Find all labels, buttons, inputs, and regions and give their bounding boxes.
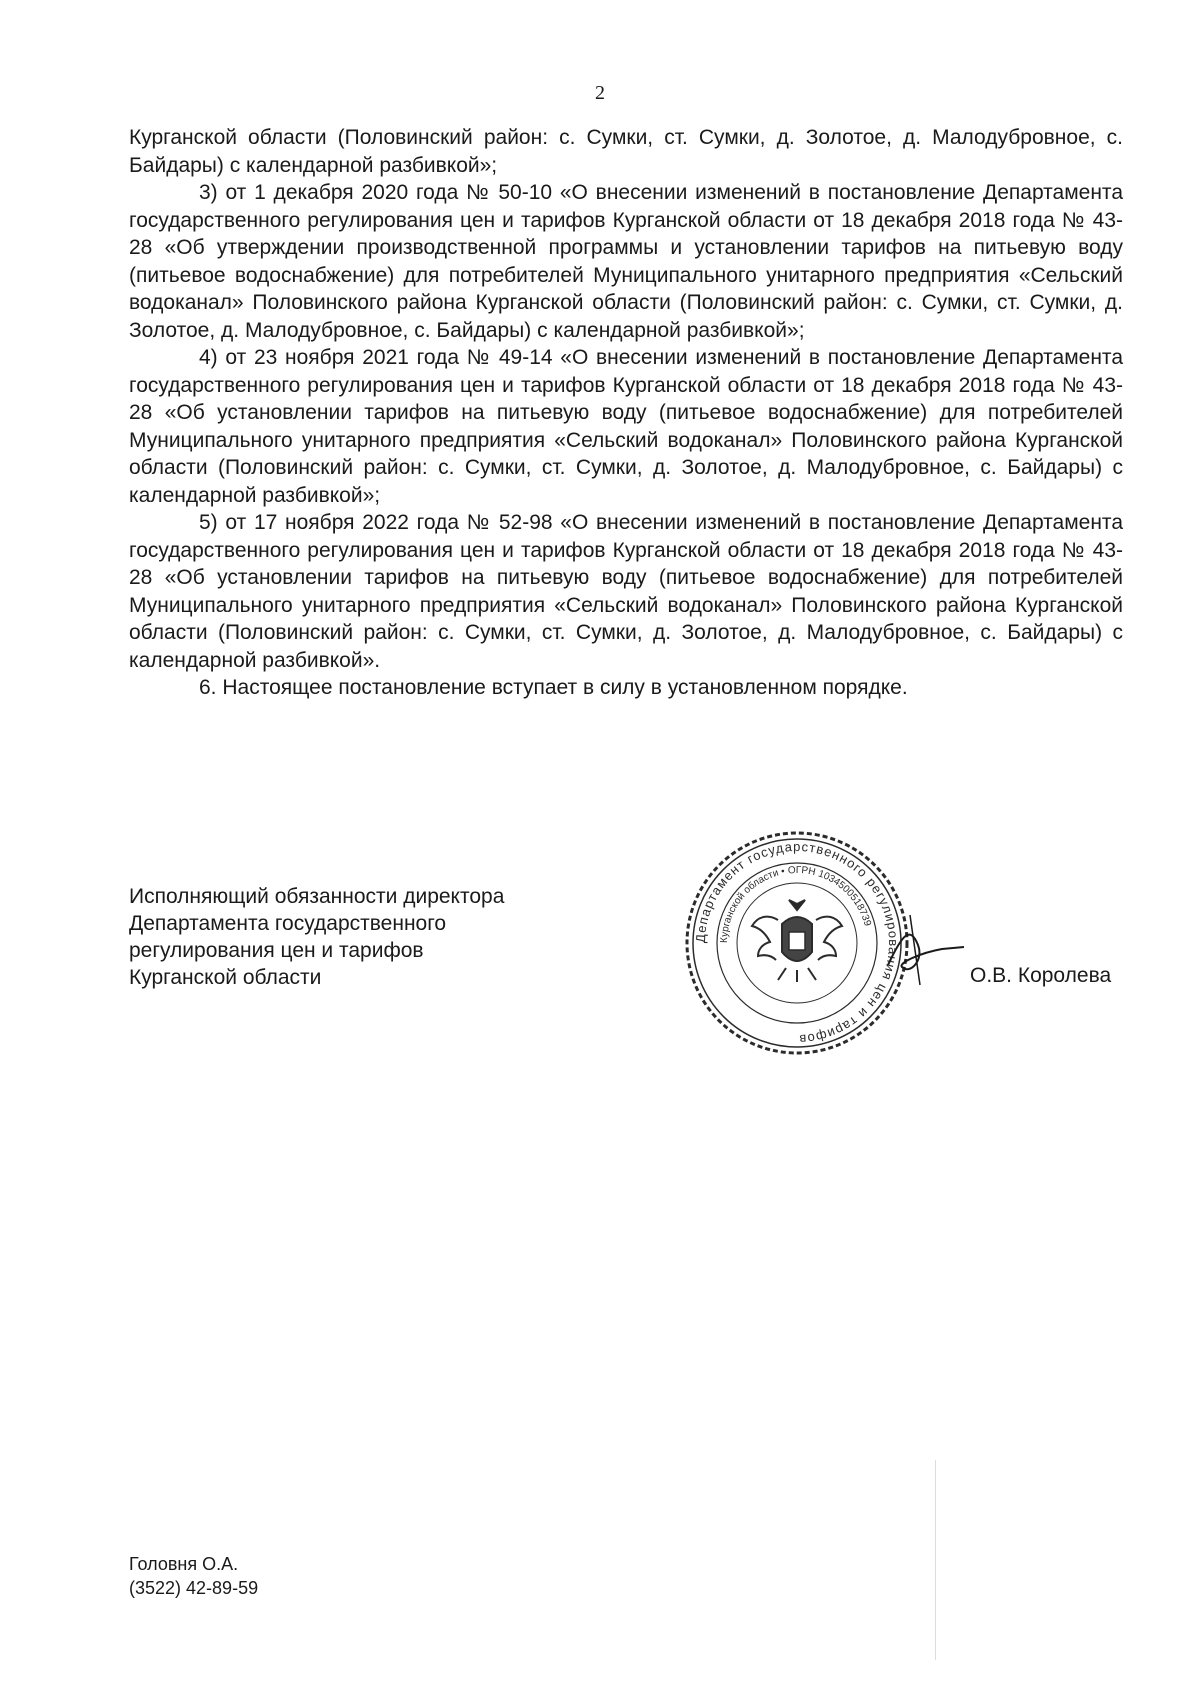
paragraph-item-5: 5) от 17 ноября 2022 года № 52-98 «О внесении изменений в постановление Департамента государственного регулирования цен и тарифов Курганской области от 18 декабря 2018 года № 43-28 «Об установлении тарифов на питьевую воду (питьевое водоснабжение) для потребителей Муниципального унитарного предприятия «Сельский водоканал» Половинского района Курганской области (Половинский район: с. Сумки, ст. Сумки, д. Золотое, д. Малодубровное, с. Байдары) с календарной разбивкой». xyxy=(129,511,1123,672)
official-seal xyxy=(682,828,912,1058)
paragraph-item-4: 4) от 23 ноября 2021 года № 49-14 «О внесении изменений в постановление Департамента государственного регулирования цен и тарифов Курганской области от 18 декабря 2018 года № 43-28 «Об установлении тарифов на питьевую воду (питьевое водоснабжение) для потребителей Муниципального унитарного предприятия «Сельский водоканал» Половинского района Курганской области (Половинский район: с. Сумки, ст. Сумки, д. Золотое, д. Малодубровное, с. Байдары) с календарной разбивкой»; xyxy=(129,346,1123,507)
signatory-title xyxy=(129,883,549,991)
paragraph-item-6: 6. Настоящее постановление вступает в силу в установленном порядке. xyxy=(199,676,908,699)
executor-phone: (3522) 42-89-59 xyxy=(129,1578,259,1598)
signer-name: О.В. Королева xyxy=(970,964,1112,987)
paragraph-item-3: 3) от 1 декабря 2020 года № 50-10 «О внесении изменений в постановление Департамента государственного регулирования цен и тарифов Курганской области от 18 декабря 2018 года № 43-28 «Об утверждении производственной программы и установлении тарифов на питьевую воду (питьевое водоснабжение) для потребителей Муниципального унитарного предприятия «Сельский водоканал» Половинского района Курганской области (Половинский район: с. Сумки, ст. Сумки, д. Золотое, д. Малодубровное, с. Байдары) с календарной разбивкой»; xyxy=(129,181,1123,342)
paragraph-continuation: Курганской области (Половинский район: с. Сумки, ст. Сумки, д. Золотое, д. Малодубровное, с. Байдары) с календарной разбивкой»; xyxy=(129,126,1123,177)
signatory-title-line: Исполняющий обязанности директора xyxy=(129,885,505,908)
document-body xyxy=(129,124,1123,702)
seal-inner-text: Курганской области • ОГРН 1034500518739 xyxy=(718,864,873,944)
signatory-title-line: Департамента государственного xyxy=(129,912,447,935)
signatory-title-line: регулирования цен и тарифов xyxy=(129,939,424,962)
seal-outer-text: Департамент государственного регулирования цен и тарифов xyxy=(692,838,902,1048)
coat-of-arms-emblem xyxy=(752,900,842,982)
signatory-title-line: Курганской области xyxy=(129,966,322,989)
page-number: 2 xyxy=(595,82,605,104)
executor-info xyxy=(129,1552,258,1600)
executor-name: Головня О.А. xyxy=(129,1554,239,1574)
official-seal-graphic xyxy=(682,828,912,1058)
handwritten-signature xyxy=(880,905,970,995)
scan-artifact-line xyxy=(935,1460,936,1660)
